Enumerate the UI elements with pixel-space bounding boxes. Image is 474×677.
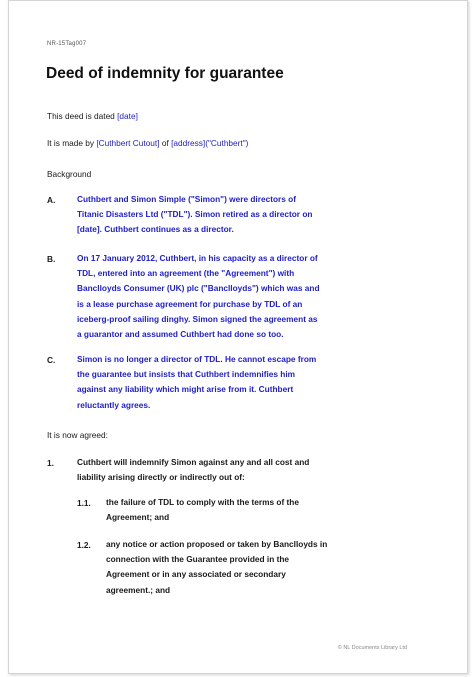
recital-marker-b: B. <box>47 254 56 264</box>
document-reference: NR-15Tag007 <box>47 41 87 47</box>
subclause-marker-1-1: 1.1. <box>77 498 91 508</box>
background-heading: Background <box>47 169 92 179</box>
subclause-1-2-line: Agreement or in any associated or secondary <box>106 569 286 580</box>
dated-line <box>47 112 138 120</box>
footer-copyright: © NL Documents Library Ltd <box>337 645 407 651</box>
recital-c-line: against any liability which might arise from it. Cuthbert <box>77 384 294 395</box>
dated-prefix: This deed is dated <box>47 111 118 121</box>
subclause-marker-1-2: 1.2. <box>77 540 91 550</box>
clause-1-line: Cuthbert will indemnify Simon against any and all cost and <box>77 457 310 467</box>
recital-b-line: iceberg-proof sailing dinghy. Simon signed the agreement as <box>77 313 318 324</box>
party-alias: ("Cuthbert") <box>205 138 249 148</box>
document-title: Deed of indemnity for guarantee <box>46 65 284 82</box>
dated-field: [date] <box>117 111 138 121</box>
subclause-1-2-line: connection with the Guarantee provided in the <box>106 554 290 565</box>
subclause-1-1-line: Agreement; and <box>106 512 170 523</box>
subclause-1-1 <box>106 495 299 525</box>
recital-a-line: Titanic Disasters Ltd ("TDL"). Simon retired as a director on <box>77 209 313 220</box>
recital-c-line: Simon is no longer a director of TDL. He cannot escape from <box>77 354 317 364</box>
subclause-1-1-line: the failure of TDL to comply with the terms of the <box>106 497 299 507</box>
subclause-1-2 <box>106 537 327 598</box>
recital-b-line: TDL, entered into an agreement (the "Agreement") with <box>77 268 295 279</box>
recital-b-line: is a lease purchase agreement for purchase by TDL of an <box>77 298 303 309</box>
document-page <box>8 0 468 674</box>
clause-1 <box>77 455 309 485</box>
clause-marker-1: 1. <box>47 458 54 468</box>
recital-a-line: [date]. Cuthbert continues as a director. <box>77 224 234 235</box>
made-by-prefix: It is made by <box>47 138 97 148</box>
made-by-line <box>47 139 248 147</box>
recital-b-line: On 17 January 2012, Cuthbert, in his capacity as a director of <box>77 253 318 263</box>
recital-marker-a: A. <box>47 195 56 205</box>
subclause-1-2-line: any notice or action proposed or taken by Banclloyds in <box>106 539 328 549</box>
party-address: [address] <box>171 138 206 148</box>
recital-a-line: Cuthbert and Simon Simple ("Simon") were directors of <box>77 194 297 204</box>
recital-marker-c: C. <box>47 355 56 365</box>
recital-b-line: a guarantor and assumed Cuthbert had done so too. <box>77 329 284 340</box>
recital-c-line: reluctantly agrees. <box>77 399 151 410</box>
recital-a <box>77 192 312 238</box>
recital-c <box>77 352 316 413</box>
made-by-of: of <box>159 138 172 148</box>
recital-b <box>77 251 320 342</box>
subclause-1-2-line: agreement.; and <box>106 584 171 595</box>
agreed-heading: It is now agreed: <box>47 430 108 440</box>
recital-b-line: Banclloyds Consumer (UK) plc ("Banclloyds") which was and <box>77 283 320 294</box>
recital-c-line: the guarantee but insists that Cuthbert indemnifies him <box>77 369 296 380</box>
clause-1-line: liability arising directly or indirectly out of: <box>77 472 245 483</box>
party-name: [Cuthbert Cutout] <box>96 138 160 148</box>
